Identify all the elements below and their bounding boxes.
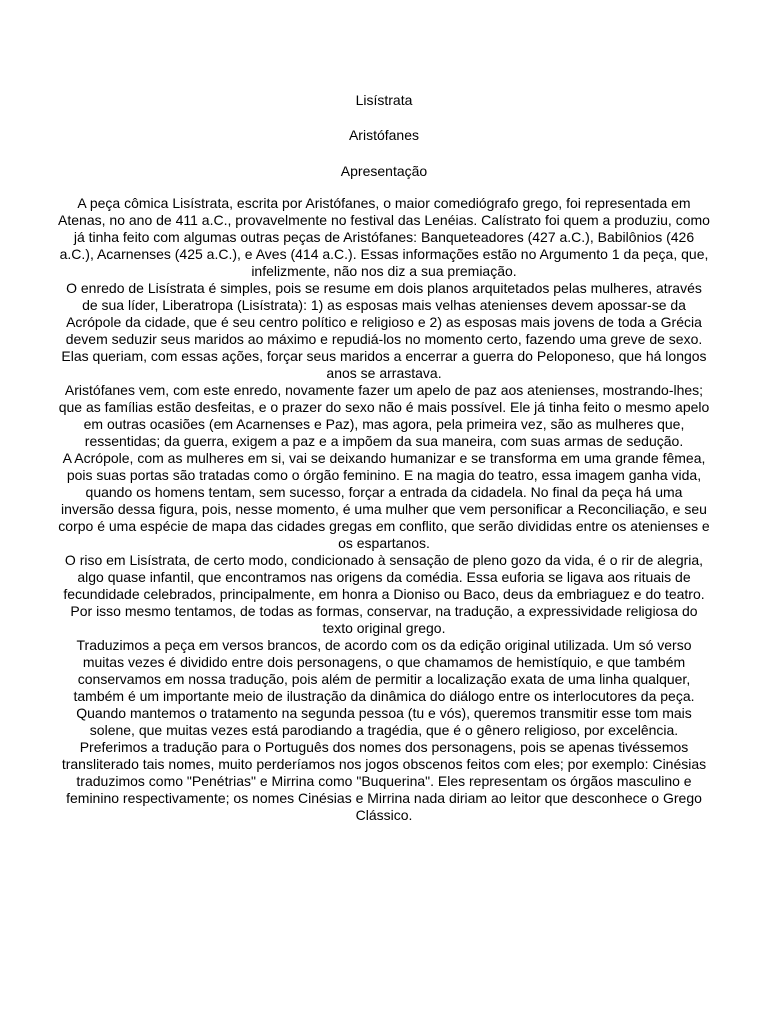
- section-heading: Apresentação: [340, 163, 428, 179]
- paragraph-3: Aristófanes vem, com este enredo, novamente fazer um apelo de paz aos atenienses, mostrando-lhes; que as famílias estão desfeitas, e o prazer do sexo não é mais possível. Ele já tinha feito o mesmo apelo em outras ocasiões (em Acarnenses e Paz), mas agora, pela primeira vez, são as mulheres que, ressentidas; da guerra, exigem a paz e a impõem da sua maneira, com suas armas de sedução.: [58, 382, 710, 449]
- paragraph-4: A Acrópole, com as mulheres em si, vai se deixando humanizar e se transforma em uma grande fêmea, pois suas portas são tratadas como o órgão feminino. E na magia do teatro, essa imagem ganha vida, quando os homens tentam, sem sucesso, forçar a entrada da cidadela. No final da peça há uma inversão dessa figura, pois, nesse momento, é uma mulher que vem personificar a Reconciliação, e seu corpo é uma espécie de mapa das cidades gregas em conflito, que serão divididas entre os atenienses e os espartanos.: [58, 450, 710, 551]
- paragraph-7: Quando mantemos o tratamento na segunda pessoa (tu e vós), queremos transmitir esse tom mais solene, que muitas vezes está parodiando a tragédia, que é o gênero religioso, por excelência.: [76, 705, 692, 738]
- paragraph-1: A peça cômica Lisístrata, escrita por Aristófanes, o maior comediógrafo grego, foi representada em Atenas, no ano de 411 a.C., provavelmente no festival das Lenéias. Calístrato foi quem a produziu, como já tinha feito com algumas outras peças de Aristófanes: Banqueteadores (427 a.C.), Babilônios (426 a.C.), Acarnenses (425 a.C.), e Aves (414 a.C.). Essas informações estão no Argumento 1 da peça, que, infelizmente, não nos diz a sua premiação.: [58, 195, 710, 279]
- paragraph-8: Preferimos a tradução para o Português dos nomes dos personagens, pois se apenas tivéssemos transliterado tais nomes, muito perderíamos nos jogos obscenos feitos com eles; por exemplo: Cinésias traduzimos como "Penétrias" e Mirrina como "Buquerina". Eles representam os órgãos masculino e feminino respectivamente; os nomes Cinésias e Mirrina nada diriam ao leitor que desconhece o Grego Clássico.: [61, 739, 707, 823]
- document-title: Lisístrata: [355, 92, 413, 108]
- body-text: [58, 195, 710, 824]
- document-author: Aristófanes: [348, 127, 420, 143]
- paragraph-2: O enredo de Lisístrata é simples, pois se resume em dois planos arquitetados pelas mulheres, através de sua líder, Liberatropa (Lisístrata): 1) as esposas mais velhas atenienses devem apossar-se da Acrópole da cidade, que é seu centro político e religioso e 2) as esposas mais jovens de toda a Grécia devem seduzir seus maridos ao máximo e repudiá-los no momento certo, fazendo uma greve de sexo. Elas queriam, com essas ações, forçar seus maridos a encerrar a guerra do Peloponeso, que há longos anos se arrastava.: [61, 280, 707, 381]
- paragraph-5: O riso em Lisístrata, de certo modo, condicionado à sensação de pleno gozo da vida, é o rir de alegria, algo quase infantil, que encontramos nas origens da comédia. Essa euforia se ligava aos rituais de fecundidade celebrados, principalmente, em honra a Dioniso ou Baco, deus da embriaguez e do teatro. Por isso mesmo tentamos, de todas as formas, conservar, na tradução, a expressividade religiosa do texto original grego.: [63, 552, 705, 636]
- paragraph-6: Traduzimos a peça em versos brancos, de acordo com os da edição original utilizada. Um só verso muitas vezes é dividido entre dois personagens, o que chamamos de hemistíquio, e que também conservamos em nossa tradução, pois além de permitir a localização exata de uma linha qualquer, também é um importante meio de ilustração da dinâmica do diálogo entre os interlocutores da peça.: [73, 637, 695, 704]
